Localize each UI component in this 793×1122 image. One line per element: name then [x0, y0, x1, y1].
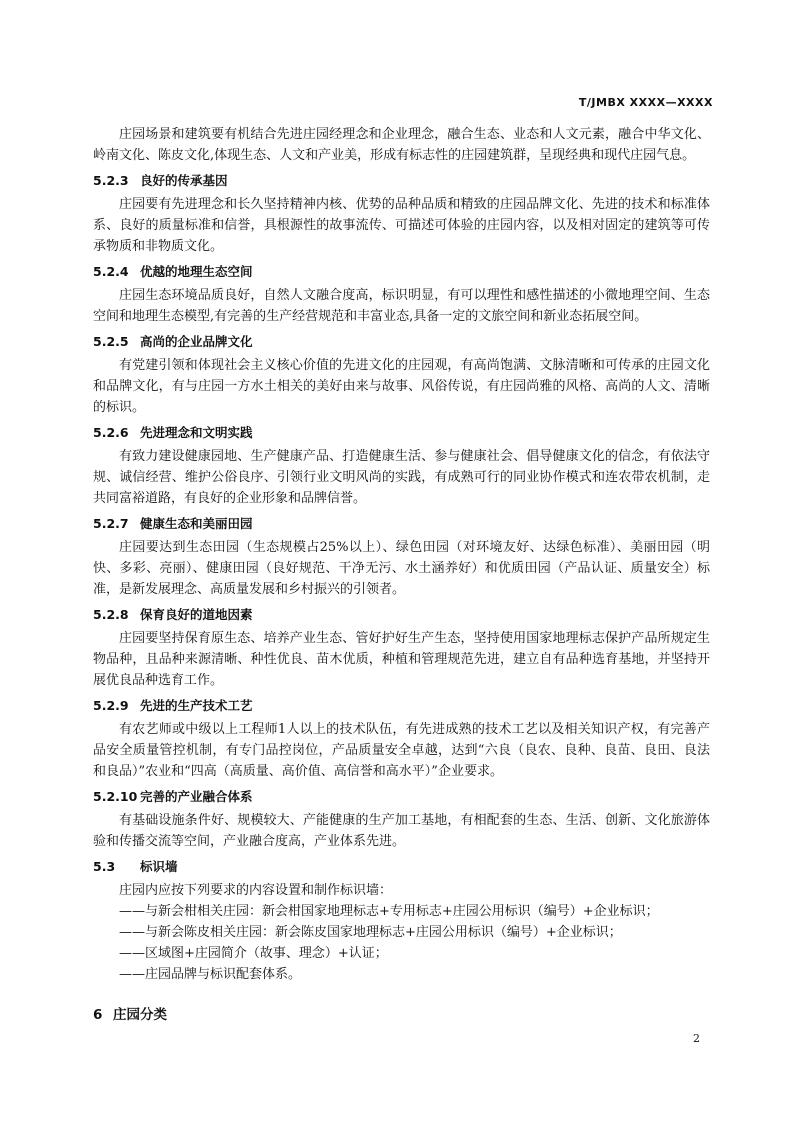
section-number: 5.3 — [93, 859, 116, 874]
chapter-number: 6 — [93, 1007, 103, 1023]
section-body: 有致力建设健康园地、生产健康产品、打造健康生活、参与健康社会、倡导健康文化的信念，有依法守规、诚信经营、维护公俗良序、引领行业文明风尚的实践，有成熟可行的同业协作模式和连农带农机制，走共同富裕道路，有良好的企业形象和品牌信誉。 — [93, 449, 710, 506]
section-5-3 — [93, 857, 710, 985]
list-intro: 庄园内应按下列要求的内容设置和制作标识墙： — [119, 883, 393, 898]
section-body: 有党建引领和体现社会主义核心价值的先进文化的庄园观，有高尚饱满、文脉清晰和可传承的庄园文化和品牌文化，有与庄园一方水土相关的美好由来与故事、风俗传说，有庄园尚雅的风格、高尚的人文、清晰的标识。 — [93, 358, 710, 415]
section-number: 5.2.10 — [93, 789, 138, 804]
section-title: 完善的产业融合体系 — [140, 789, 253, 804]
section-heading — [93, 332, 710, 352]
section-5-2-9 — [93, 696, 710, 782]
list-item: ——与新会陈皮相关庄园：新会陈皮国家地理标志+庄园公用标识（编号）+企业标识； — [119, 925, 622, 940]
section-number: 5.2.7 — [93, 516, 129, 531]
section-body: 庄园要坚持保育原生态、培养产业生态、管好护好生产生态，坚持使用国家地理标志保护产品所规定生物品种，且品种来源清晰、种性优良、苗木优质，种植和管理规范先进，建立自有品种选育基地，并坚持开展优良品种选育工作。 — [93, 631, 710, 688]
list-item: ——庄园品牌与标识配套体系。 — [119, 967, 302, 982]
section-title: 良好的传承基因 — [140, 173, 228, 188]
section-number: 5.2.6 — [93, 425, 129, 440]
document-code-header: T/JMBX XXXX—XXXX — [578, 96, 713, 109]
section-title: 先进的生产技术工艺 — [140, 698, 253, 713]
section-5-2-3 — [93, 171, 710, 257]
section-heading — [93, 696, 710, 716]
section-number: 5.2.3 — [93, 173, 129, 188]
section-5-2-8 — [93, 605, 710, 691]
section-title: 标识墙 — [140, 859, 178, 874]
chapter-title: 庄园分类 — [113, 1007, 167, 1023]
section-5-2-5 — [93, 332, 710, 418]
section-5-2-4 — [93, 262, 710, 327]
page-number: 2 — [693, 1032, 700, 1045]
chapter-heading — [93, 1003, 710, 1023]
section-number: 5.2.4 — [93, 264, 129, 279]
section-title: 先进理念和文明实践 — [140, 425, 253, 440]
section-body: 庄园要有先进理念和长久坚持精神内核、优势的品种品质和精致的庄园品牌文化、先进的技术和标准体系、良好的质量标准和信誉，具根源性的故事流传、可描述可体验的庄园内容，以及相对固定的建筑等可传承物质和非物质文化。 — [93, 197, 710, 254]
section-title: 保育良好的道地因素 — [140, 607, 253, 622]
list-item: ——区域图+庄园简介（故事、理念）+认证； — [119, 946, 388, 961]
section-5-2-6 — [93, 423, 710, 509]
section-title: 优越的地理生态空间 — [140, 264, 253, 279]
section-heading — [93, 787, 710, 807]
section-heading — [93, 605, 710, 625]
list-item: ——与新会柑相关庄园：新会柑国家地理标志+专用标志+庄园公用标识（编号）+企业标识； — [119, 904, 659, 919]
page-content — [93, 124, 710, 1023]
section-heading — [93, 857, 710, 877]
section-heading — [93, 423, 710, 443]
section-5-2-7 — [93, 514, 710, 600]
section-body: 有农艺师或中级以上工程师1人以上的技术队伍，有先进成熟的技术工艺以及相关知识产权，有完善产品安全质量管控机制，有专门品控岗位，产品质量安全卓越，达到“六良（良农、良种、良苗、良田、良法和良品）”农业和“四高（高质量、高价值、高信誉和高水平）”企业要求。 — [93, 722, 710, 779]
sign-wall-requirements-list — [119, 901, 710, 985]
section-number: 5.2.5 — [93, 334, 129, 349]
section-heading — [93, 262, 710, 282]
section-title: 健康生态和美丽田园 — [140, 516, 253, 531]
section-5-2-10 — [93, 787, 710, 852]
section-body: 有基础设施条件好、规模较大、产能健康的生产加工基地，有相配套的生态、生活、创新、文化旅游体验和传播交流等空间，产业融合度高，产业体系先进。 — [93, 813, 710, 849]
section-number: 5.2.9 — [93, 698, 129, 713]
section-heading — [93, 171, 710, 191]
section-body: 庄园生态环境品质良好，自然人文融合度高，标识明显，有可以理性和感性描述的小微地理空间、生态空间和地理生态模型,有完善的生产经营规范和丰富业态,具备一定的文旅空间和新业态拓展空间。 — [93, 288, 710, 324]
section-body: 庄园要达到生态田园（生态规模占25%以上）、绿色田园（对环境友好、达绿色标准）、美丽田园（明快、多彩、亮丽）、健康田园（良好规范、干净无污、水土涵养好）和优质田园（产品认证、质量安全）标准，是新发展理念、高质量发展和乡村振兴的引领者。 — [93, 540, 710, 597]
section-number: 5.2.8 — [93, 607, 129, 622]
section-title: 高尚的企业品牌文化 — [140, 334, 253, 349]
intro-paragraph: 庄园场景和建筑要有机结合先进庄园经理念和企业理念，融合生态、业态和人文元素，融合中华文化、岭南文化、陈皮文化,体现生态、人文和产业美，形成有标志性的庄园建筑群，呈现经典和现代庄园气息。 — [93, 127, 710, 163]
section-heading — [93, 514, 710, 534]
